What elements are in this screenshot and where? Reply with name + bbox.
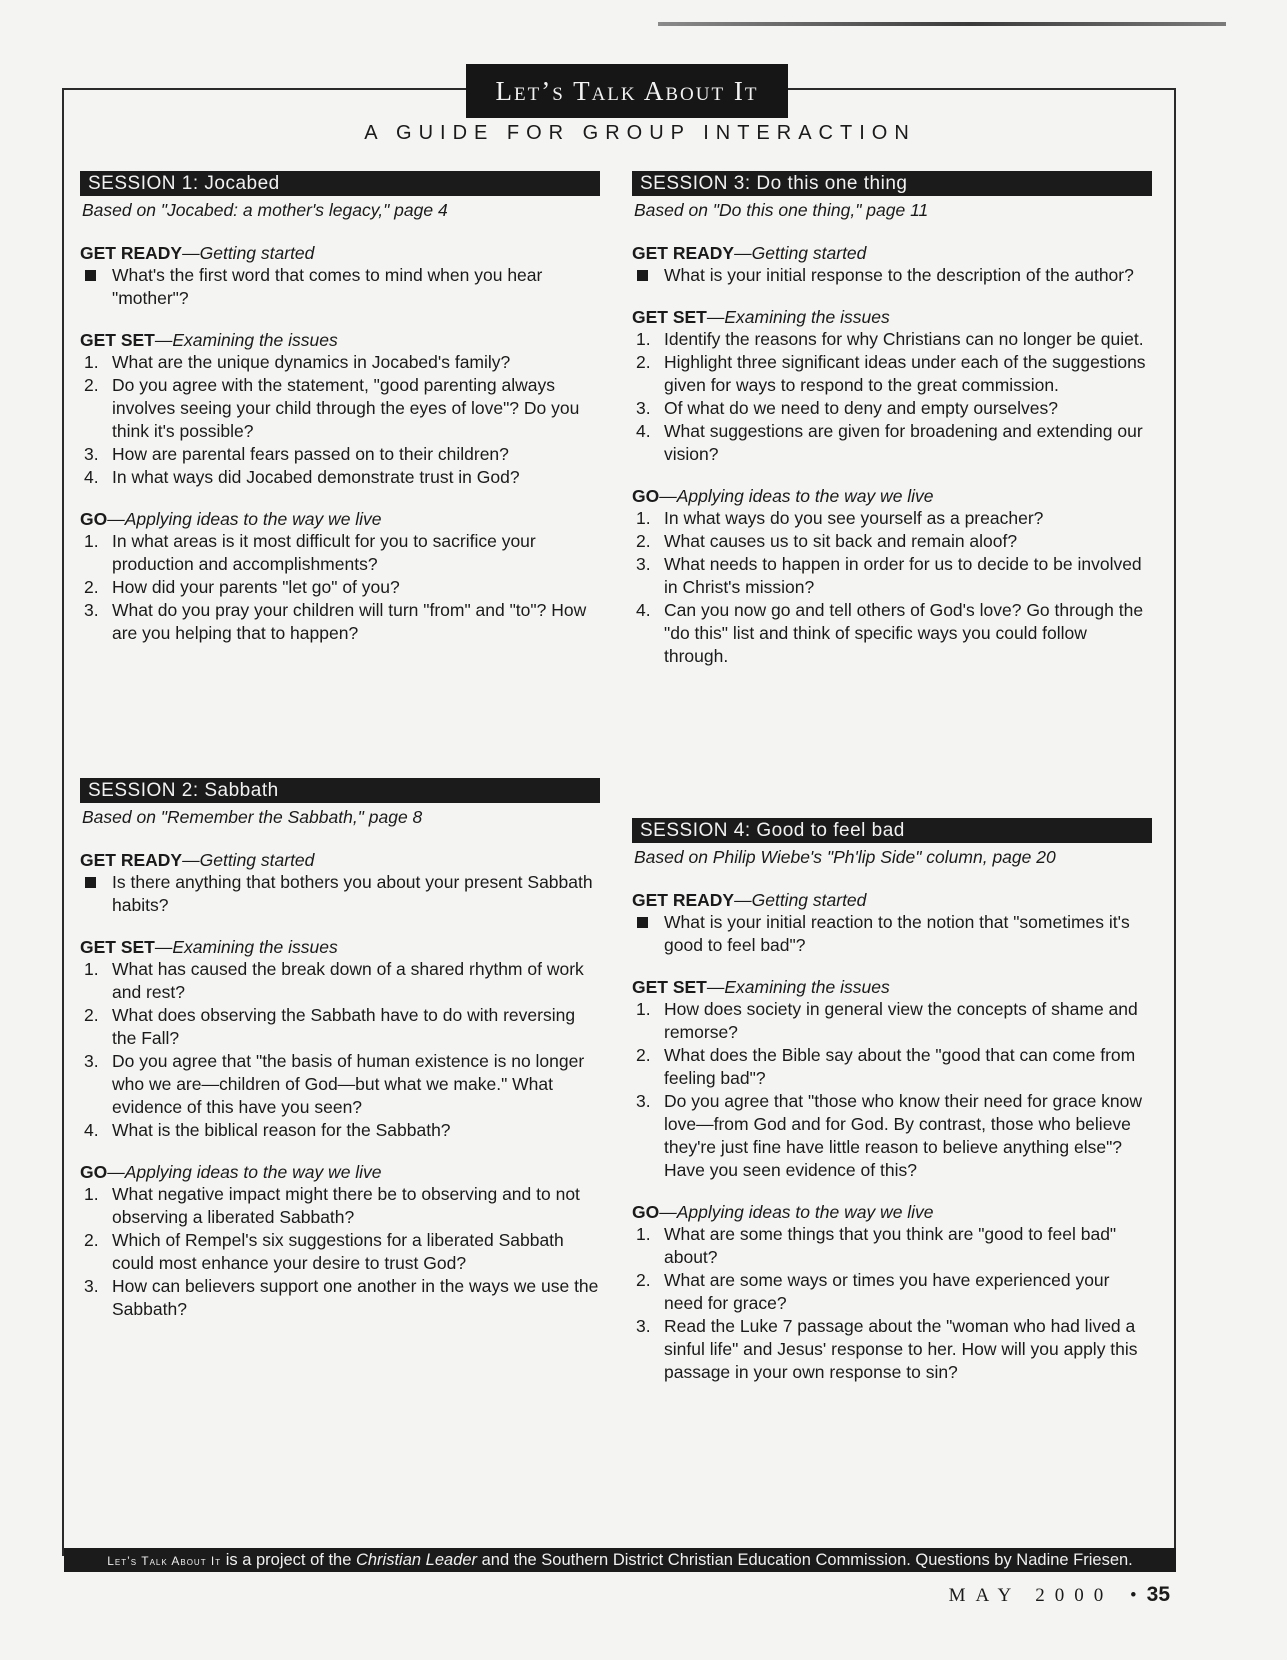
question-item — [632, 1090, 1152, 1182]
item-number: 2. — [636, 531, 651, 551]
square-bullet-icon — [637, 270, 648, 281]
item-number: 1. — [636, 999, 651, 1019]
question-item — [632, 507, 1152, 530]
item-text: Do you agree that "those who know their need for grace know love—from God and for God. By contrast, those who believe they're just fine have little reason to believe anything else"? Have you seen evidence of this? — [664, 1091, 1143, 1180]
item-text: Do you agree with the statement, "good parenting always involves seeing your child through the eyes of love"? Do you think it's possible? — [112, 375, 580, 441]
page-subtitle: A GUIDE FOR GROUP INTERACTION — [364, 122, 916, 144]
based-on: Based on "Remember the Sabbath," page 8 — [82, 807, 423, 827]
item-text: How can believers support one another in the ways we use the Sabbath? — [112, 1276, 599, 1319]
item-text: Identify the reasons for why Christians can no longer be quiet. — [664, 329, 1144, 349]
get_ready-list — [80, 264, 600, 310]
question-item — [632, 351, 1152, 397]
question-item — [80, 1183, 600, 1229]
question-item — [80, 1275, 600, 1321]
item-text: What causes us to sit back and remain aloof? — [664, 531, 1018, 551]
item-text: What do you pray your children will turn "from" and "to"? How are you helping that to happen? — [112, 600, 587, 643]
go-heading — [80, 1162, 600, 1183]
footer-brand: Let’s Talk About It — [107, 1554, 222, 1568]
get_ready-sublabel: —Getting started — [182, 243, 315, 263]
top-rule — [658, 22, 1226, 26]
item-number: 2. — [636, 352, 651, 372]
question-item — [632, 1044, 1152, 1090]
go-list — [632, 1223, 1152, 1384]
item-text: What does the Bible say about the "good that can come from feeling bad"? — [664, 1045, 1136, 1088]
item-number: 2. — [84, 577, 99, 597]
footer-publication: Christian Leader — [355, 1551, 478, 1569]
get_set-list — [80, 351, 600, 489]
go-list — [632, 507, 1152, 668]
bullet-item — [632, 911, 1152, 957]
item-text: What is your initial reaction to the notion that "sometimes it's good to feel bad"? — [664, 912, 1130, 955]
question-item — [80, 1004, 600, 1050]
go-list — [80, 530, 600, 645]
question-item — [80, 374, 600, 443]
go-label: GO — [632, 486, 660, 506]
bullet-item — [632, 264, 1152, 287]
item-number: 4. — [636, 600, 651, 620]
get_ready-heading — [632, 243, 1152, 264]
item-number: 3. — [636, 1316, 651, 1336]
item-text: Can you now go and tell others of God's love? Go through the "do this" list and think of specific ways you could follow through. — [664, 600, 1144, 666]
question-item — [632, 1223, 1152, 1269]
get_ready-label: GET READY — [632, 890, 735, 910]
get_ready-list — [80, 871, 600, 917]
go-label: GO — [80, 509, 108, 529]
item-number: 3. — [636, 398, 651, 418]
question-item — [80, 530, 600, 576]
go-label: GO — [632, 1202, 660, 1222]
get_ready-heading — [80, 850, 600, 871]
item-number: 3. — [84, 1051, 99, 1071]
session-1 — [80, 171, 600, 665]
get_set-label: GET SET — [632, 977, 707, 997]
bullet-item — [80, 264, 600, 310]
question-item — [80, 351, 600, 374]
item-number: 1. — [84, 959, 99, 979]
question-item — [632, 530, 1152, 553]
session-2 — [80, 778, 600, 1341]
page-title: Let’s Talk About It — [466, 64, 788, 118]
go-sublabel: —Applying ideas to the way we live — [107, 509, 382, 529]
get_ready-label: GET READY — [80, 850, 183, 870]
question-item — [80, 958, 600, 1004]
get_set-sublabel: —Examining the issues — [154, 937, 338, 957]
item-text: What are some ways or times you have experienced your need for grace? — [664, 1270, 1110, 1313]
session-4 — [632, 818, 1152, 1404]
question-item — [80, 1119, 600, 1142]
get_set-heading — [632, 977, 1152, 998]
item-text: In what ways did Jocabed demonstrate trust in God? — [112, 467, 520, 487]
item-number: 1. — [636, 1224, 651, 1244]
get_ready-heading — [632, 890, 1152, 911]
question-item — [80, 443, 600, 466]
item-number: 3. — [84, 600, 99, 620]
get_ready-sublabel: —Getting started — [734, 890, 867, 910]
page-number: 35 — [1146, 1583, 1170, 1606]
go-sublabel: —Applying ideas to the way we live — [659, 1202, 934, 1222]
item-number: 3. — [84, 444, 99, 464]
footer-text-1: is a project of the — [221, 1551, 356, 1569]
item-number: 3. — [636, 554, 651, 574]
item-text: Is there anything that bothers you about your present Sabbath habits? — [112, 872, 593, 915]
item-text: How does society in general view the concepts of shame and remorse? — [664, 999, 1138, 1042]
get_set-sublabel: —Examining the issues — [154, 330, 338, 350]
item-number: 4. — [84, 1120, 99, 1140]
question-item — [632, 1315, 1152, 1384]
item-number: 4. — [84, 467, 99, 487]
based-on: Based on "Do this one thing," page 11 — [634, 200, 929, 220]
question-item — [80, 599, 600, 645]
item-text: Which of Rempel's six suggestions for a liberated Sabbath could most enhance your desire to trust God? — [112, 1230, 564, 1273]
item-text: In what ways do you see yourself as a preacher? — [664, 508, 1044, 528]
item-text: What has caused the break down of a shared rhythm of work and rest? — [112, 959, 584, 1002]
item-number: 2. — [636, 1270, 651, 1290]
get_set-label: GET SET — [632, 307, 707, 327]
get_set-list — [632, 998, 1152, 1182]
folio-bullet: • — [1129, 1585, 1137, 1606]
folio-date: MAY 2000 — [948, 1585, 1114, 1606]
item-text: How did your parents "let go" of you? — [112, 577, 400, 597]
session-title: SESSION 3: Do this one thing — [632, 171, 1152, 196]
item-text: What's the first word that comes to mind when you hear "mother"? — [112, 265, 543, 308]
get_ready-label: GET READY — [632, 243, 735, 263]
get_set-sublabel: —Examining the issues — [706, 307, 890, 327]
question-item — [80, 466, 600, 489]
get_set-label: GET SET — [80, 937, 155, 957]
footer-text-2: and the Southern District Christian Education Commission. Questions by Nadine Friesen. — [477, 1551, 1133, 1569]
square-bullet-icon — [85, 270, 96, 281]
item-text: What negative impact might there be to observing and to not observing a liberated Sabbath? — [112, 1184, 580, 1227]
get_ready-list — [632, 911, 1152, 957]
item-number: 1. — [636, 329, 651, 349]
question-item — [632, 998, 1152, 1044]
item-number: 1. — [84, 1184, 99, 1204]
item-number: 1. — [636, 508, 651, 528]
item-text: What is your initial response to the description of the author? — [664, 265, 1134, 285]
item-number: 2. — [636, 1045, 651, 1065]
get_ready-sublabel: —Getting started — [734, 243, 867, 263]
item-text: In what areas is it most difficult for you to sacrifice your production and accomplishments? — [112, 531, 536, 574]
question-item — [632, 420, 1152, 466]
item-text: What suggestions are given for broadening and extending our vision? — [664, 421, 1143, 464]
question-item — [632, 328, 1152, 351]
session-title: SESSION 2: Sabbath — [80, 778, 600, 803]
go-heading — [632, 1202, 1152, 1223]
square-bullet-icon — [85, 877, 96, 888]
item-text: Read the Luke 7 passage about the "woman who had lived a sinful life" and Jesus' response to her. How will you apply this passage in your own response to sin? — [664, 1316, 1138, 1382]
go-heading — [80, 509, 600, 530]
item-text: What needs to happen in order for us to decide to be involved in Christ's mission? — [664, 554, 1142, 597]
item-number: 3. — [84, 1276, 99, 1296]
question-item — [80, 1229, 600, 1275]
item-number: 2. — [84, 1005, 99, 1025]
session-title: SESSION 1: Jocabed — [80, 171, 600, 196]
item-number: 1. — [84, 352, 99, 372]
get_ready-list — [632, 264, 1152, 287]
item-text: What are some things that you think are "good to feel bad" about? — [664, 1224, 1117, 1267]
question-item — [80, 576, 600, 599]
get_ready-heading — [80, 243, 600, 264]
get_set-heading — [632, 307, 1152, 328]
item-number: 2. — [84, 375, 99, 395]
get_set-list — [80, 958, 600, 1142]
item-text: Highlight three significant ideas under each of the suggestions given for ways to respond to the great commission. — [664, 352, 1146, 395]
footer-credit — [64, 1548, 1176, 1572]
session-3 — [632, 171, 1152, 688]
go-heading — [632, 486, 1152, 507]
question-item — [632, 1269, 1152, 1315]
item-text: Do you agree that "the basis of human existence is no longer who we are—children of God—but what we make." What evidence of this have you seen? — [112, 1051, 585, 1117]
based-on: Based on Philip Wiebe's "Ph'lip Side" column, page 20 — [634, 847, 1056, 867]
item-text: How are parental fears passed on to their children? — [112, 444, 509, 464]
get_set-list — [632, 328, 1152, 466]
item-number: 3. — [636, 1091, 651, 1111]
get_set-sublabel: —Examining the issues — [706, 977, 890, 997]
item-text: What are the unique dynamics in Jocabed's family? — [112, 352, 511, 372]
go-sublabel: —Applying ideas to the way we live — [659, 486, 934, 506]
question-item — [632, 599, 1152, 668]
get_set-label: GET SET — [80, 330, 155, 350]
go-label: GO — [80, 1162, 108, 1182]
page-folio — [920, 1583, 1170, 1607]
item-number: 2. — [84, 1230, 99, 1250]
question-item — [632, 553, 1152, 599]
get_set-heading — [80, 330, 600, 351]
question-item — [632, 397, 1152, 420]
bullet-item — [80, 871, 600, 917]
item-number: 1. — [84, 531, 99, 551]
session-title: SESSION 4: Good to feel bad — [632, 818, 1152, 843]
get_set-heading — [80, 937, 600, 958]
item-number: 4. — [636, 421, 651, 441]
go-sublabel: —Applying ideas to the way we live — [107, 1162, 382, 1182]
go-list — [80, 1183, 600, 1321]
question-item — [80, 1050, 600, 1119]
item-text: What is the biblical reason for the Sabbath? — [112, 1120, 451, 1140]
item-text: What does observing the Sabbath have to do with reversing the Fall? — [112, 1005, 576, 1048]
get_ready-sublabel: —Getting started — [182, 850, 315, 870]
item-text: Of what do we need to deny and empty ourselves? — [664, 398, 1058, 418]
square-bullet-icon — [637, 917, 648, 928]
based-on: Based on "Jocabed: a mother's legacy," page 4 — [82, 200, 448, 220]
get_ready-label: GET READY — [80, 243, 183, 263]
